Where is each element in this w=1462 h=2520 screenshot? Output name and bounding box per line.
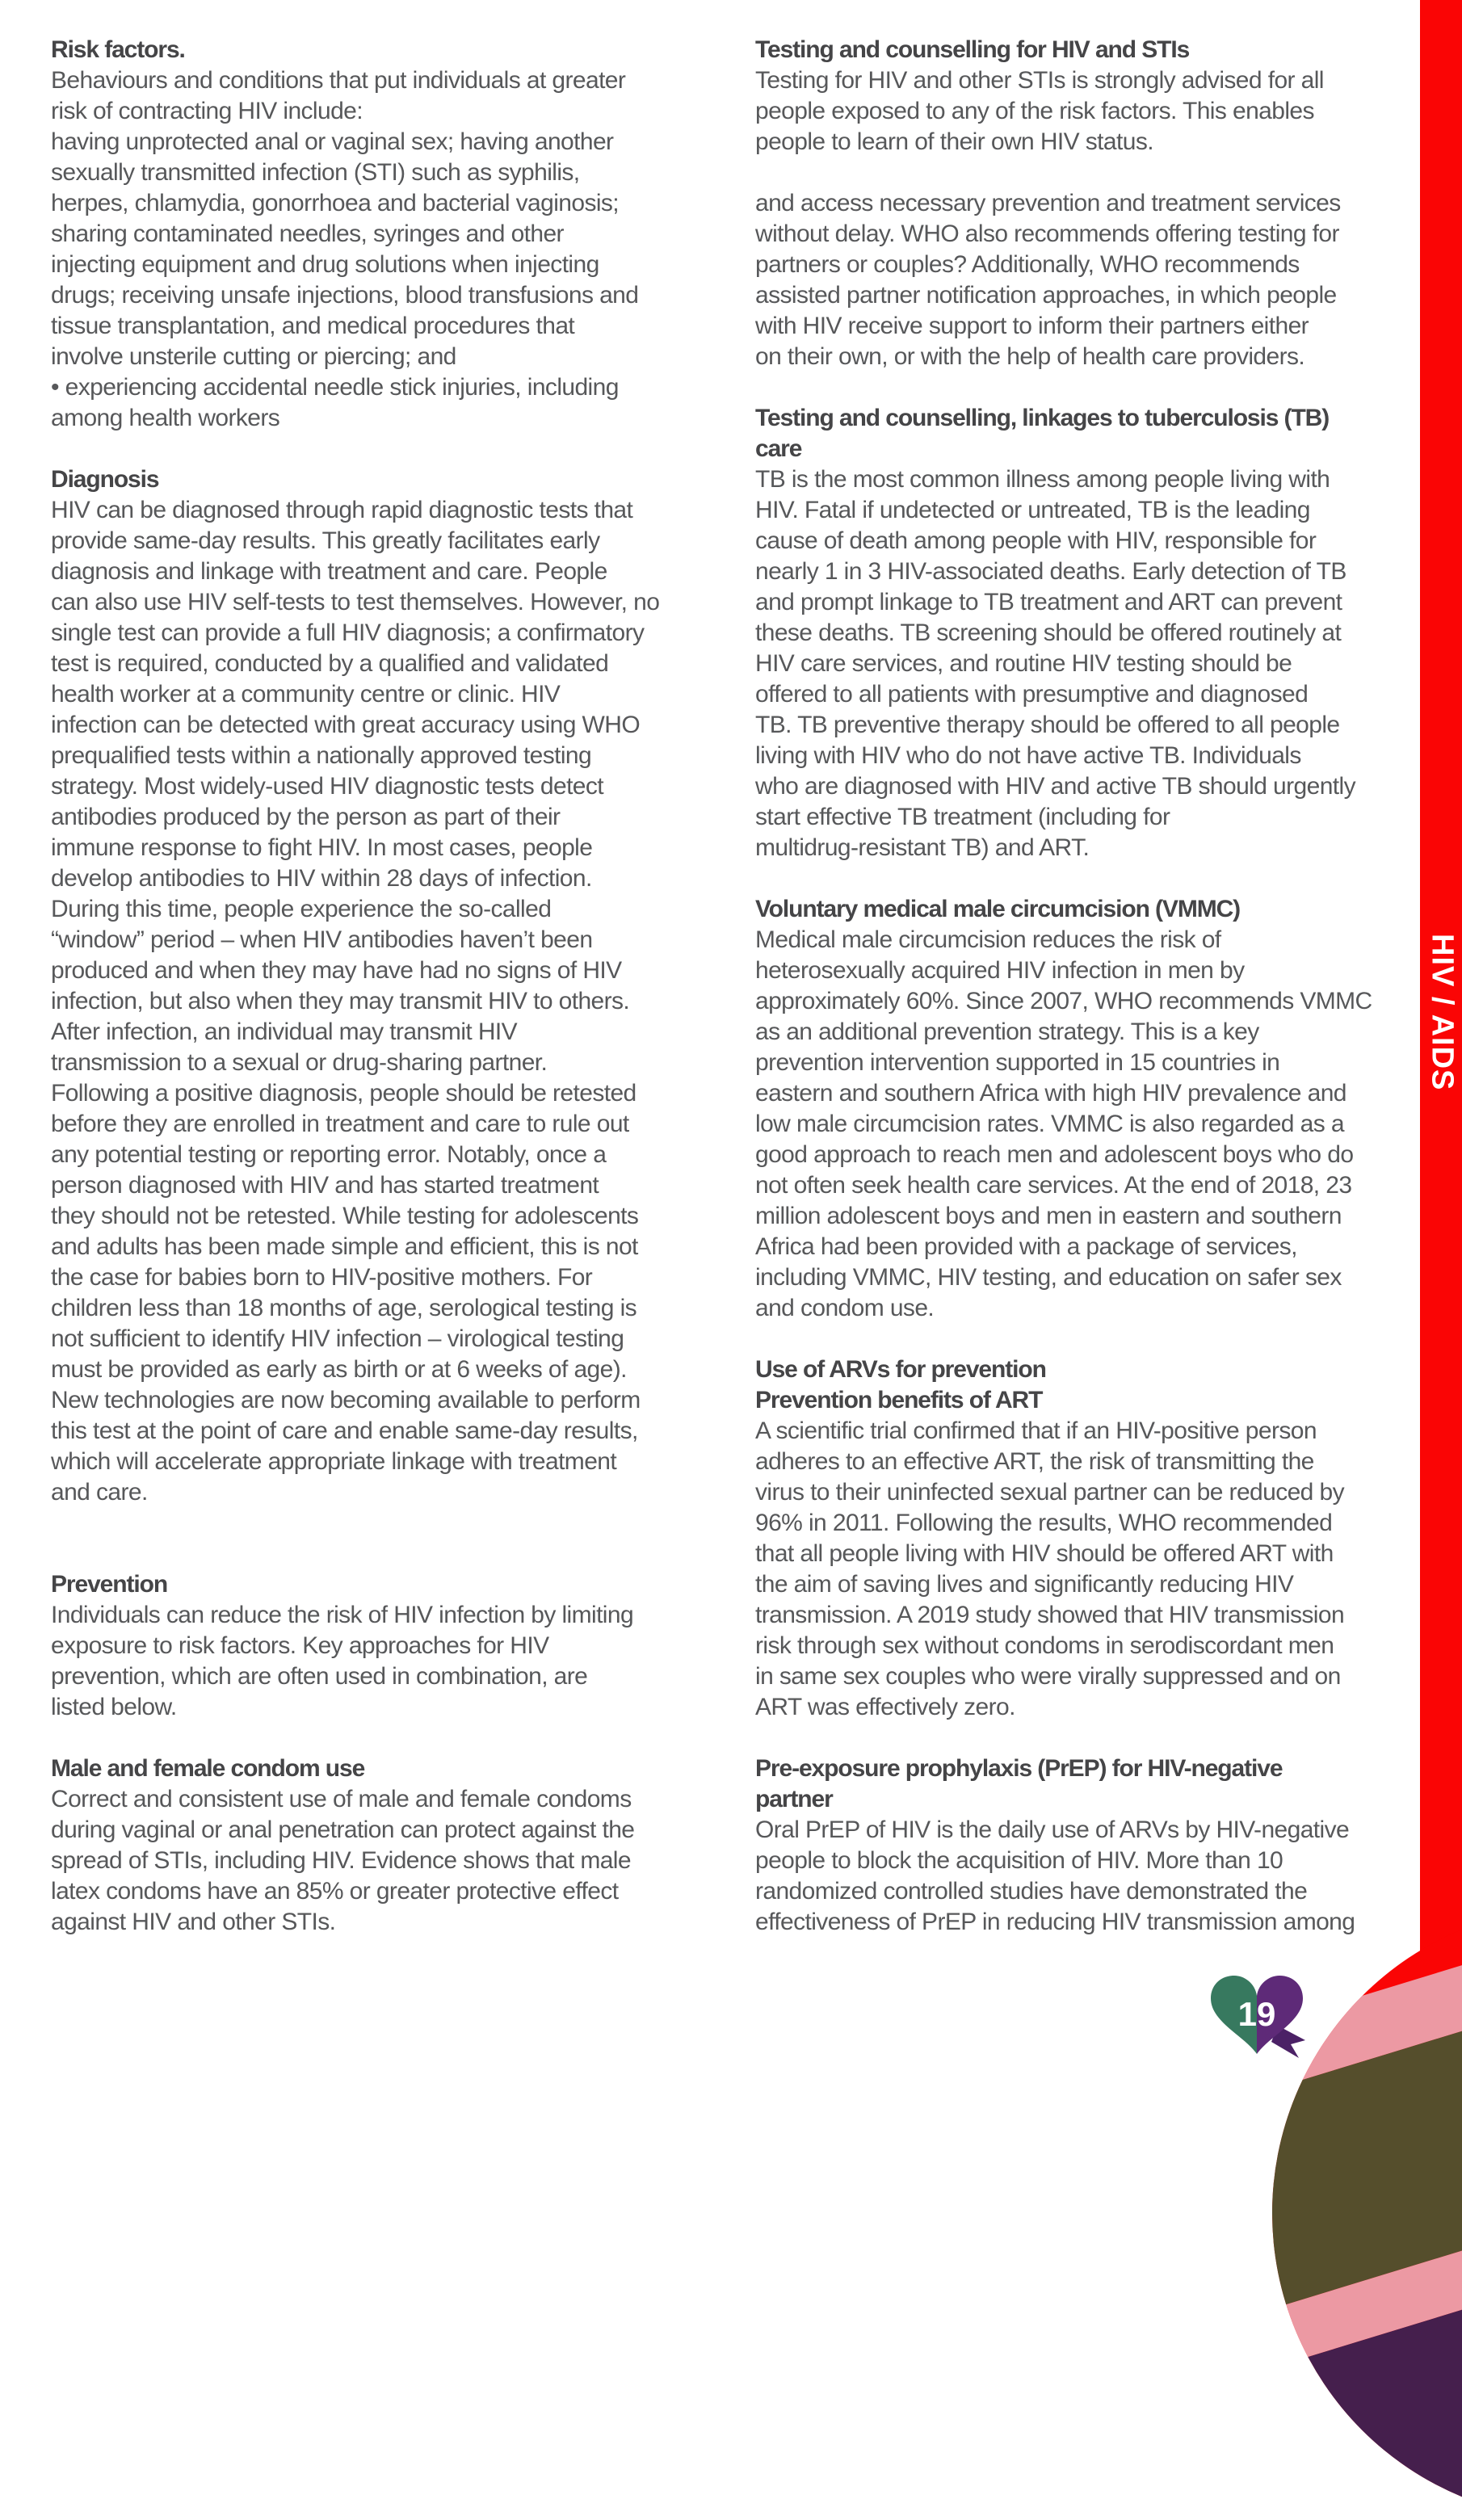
paragraph-spacer xyxy=(51,1723,747,1754)
body-text-line: this test at the point of care and enable same-day results, xyxy=(51,1418,638,1444)
body-text-line: Correct and consistent use of male and female condoms xyxy=(51,1786,632,1812)
body-text-line: not sufficient to identify HIV infection – virological testing xyxy=(51,1325,624,1352)
body-text-line: the aim of saving lives and significantly reducing HIV xyxy=(755,1571,1294,1598)
paragraph-spacer xyxy=(755,1723,1414,1754)
sidebar-label-text: HIV / AIDS xyxy=(1425,933,1460,1091)
body-text-line: ART was effectively zero. xyxy=(755,1694,1015,1720)
body-text-line: prevention intervention supported in 15 countries in xyxy=(755,1049,1280,1076)
body-text-line: with HIV receive support to inform their partners either xyxy=(755,313,1309,339)
section-heading-line: Testing and counselling, linkages to tuberculosis (TB) xyxy=(755,405,1330,431)
body-text-line: infection can be detected with great accuracy using WHO xyxy=(51,712,641,738)
section-heading-line: Testing and counselling for HIV and STIs xyxy=(755,36,1190,63)
body-text-line: sexually transmitted infection (STI) such as syphilis, xyxy=(51,159,580,186)
section-heading-line: care xyxy=(755,435,802,462)
body-text-line: low male circumcision rates. VMMC is also regarded as a xyxy=(755,1111,1344,1137)
body-text-line: effectiveness of PrEP in reducing HIV transmission among xyxy=(755,1909,1355,1935)
body-text-line: without delay. WHO also recommends offering testing for xyxy=(755,220,1339,247)
body-text-line: nearly 1 in 3 HIV-associated deaths. Early detection of TB xyxy=(755,558,1346,585)
body-text-line: and adults has been made simple and efficient, this is not xyxy=(51,1233,638,1260)
body-text-line: as an additional prevention strategy. This is a key xyxy=(755,1018,1259,1045)
body-text-line: on their own, or with the help of health care providers. xyxy=(755,343,1305,370)
body-text-line: HIV. Fatal if undetected or untreated, TB is the leading xyxy=(755,497,1310,523)
section-heading-line: Risk factors. xyxy=(51,36,185,63)
paragraph-spacer xyxy=(755,1324,1414,1354)
body-text-line: adheres to an effective ART, the risk of transmitting the xyxy=(755,1448,1314,1475)
body-text-line: who are diagnosed with HIV and active TB should urgently xyxy=(755,773,1355,800)
body-text-line: During this time, people experience the so-called xyxy=(51,896,552,922)
body-text-line: • experiencing accidental needle stick injuries, including xyxy=(51,374,619,401)
body-text-line: during vaginal or anal penetration can protect against the xyxy=(51,1816,635,1843)
body-text-line: among health workers xyxy=(51,405,280,431)
body-text-line: sharing contaminated needles, syringes and other xyxy=(51,220,564,247)
body-text-line: health worker at a community centre or clinic. HIV xyxy=(51,681,561,708)
body-text-line: 96% in 2011. Following the results, WHO recommended xyxy=(755,1510,1333,1536)
paragraph-spacer xyxy=(755,863,1414,894)
body-text-line: drugs; receiving unsafe injections, blood transfusions and xyxy=(51,282,639,309)
body-text-line: strategy. Most widely-used HIV diagnostic tests detect xyxy=(51,773,604,800)
body-text-line: and condom use. xyxy=(755,1295,935,1321)
body-text-line: transmission. A 2019 study showed that HIV transmission xyxy=(755,1602,1345,1628)
body-text-line: and care. xyxy=(51,1479,148,1506)
body-text-line: Oral PrEP of HIV is the daily use of ARVs by HIV-negative xyxy=(755,1816,1350,1843)
body-text-line: must be provided as early as birth or at 6 weeks of age). xyxy=(51,1356,627,1383)
body-text-line: person diagnosed with HIV and has started treatment xyxy=(51,1172,599,1199)
body-text-line: TB is the most common illness among people living with xyxy=(755,466,1330,493)
body-text-line: start effective TB treatment (including for xyxy=(755,804,1170,830)
body-text-line: A scientific trial confirmed that if an HIV-positive person xyxy=(755,1418,1317,1444)
section-heading-line: Use of ARVs for prevention xyxy=(755,1356,1046,1383)
body-text-line: immune response to fight HIV. In most cases, people xyxy=(51,834,593,861)
body-text-line: injecting equipment and drug solutions when injecting xyxy=(51,251,599,278)
body-text-line: Testing for HIV and other STIs is strongly advised for all xyxy=(755,67,1324,94)
body-text-line: develop antibodies to HIV within 28 days of infection. xyxy=(51,865,592,892)
body-text-line: risk through sex without condoms in serodiscordant men xyxy=(755,1632,1334,1659)
heart-svg xyxy=(1204,1969,1310,2060)
body-text-line: single test can provide a full HIV diagnosis; a confirmatory xyxy=(51,620,645,646)
body-text-line: and access necessary prevention and treatment services xyxy=(755,190,1341,216)
body-text-line: eastern and southern Africa with high HIV prevalence and xyxy=(755,1080,1346,1107)
body-text-line: including VMMC, HIV testing, and education on safer sex xyxy=(755,1264,1342,1291)
body-text-line: transmission to a sexual or drug-sharing partner. xyxy=(51,1049,548,1076)
body-text-line: which will accelerate appropriate linkage with treatment xyxy=(51,1448,617,1475)
paragraph-spacer xyxy=(51,1508,747,1569)
body-text-line: After infection, an individual may transmit HIV xyxy=(51,1018,518,1045)
section-heading-line: Prevention xyxy=(51,1571,168,1598)
body-text-line: partners or couples? Additionally, WHO recommends xyxy=(755,251,1300,278)
body-text-line: spread of STIs, including HIV. Evidence shows that male xyxy=(51,1847,631,1874)
body-text-line: produced and when they may have had no signs of HIV xyxy=(51,957,622,984)
paragraph-spacer xyxy=(755,372,1414,403)
section-heading-line: Male and female condom use xyxy=(51,1755,365,1782)
body-text-line: assisted partner notification approaches, in which people xyxy=(755,282,1337,309)
body-text-line: prequalified tests within a nationally approved testing xyxy=(51,742,592,769)
body-text-line: living with HIV who do not have active TB. Individuals xyxy=(755,742,1301,769)
body-text-line: diagnosis and linkage with treatment and care. People xyxy=(51,558,607,585)
body-text-line: children less than 18 months of age, serological testing is xyxy=(51,1295,637,1321)
body-text-line: good approach to reach men and adolescent boys who do xyxy=(755,1141,1354,1168)
body-text-line: against HIV and other STIs. xyxy=(51,1909,336,1935)
paragraph-spacer xyxy=(51,434,747,464)
section-heading-line: Pre-exposure prophylaxis (PrEP) for HIV-negative xyxy=(755,1755,1283,1782)
body-text-line: any potential testing or reporting error. Notably, once a xyxy=(51,1141,607,1168)
section-heading-line: Diagnosis xyxy=(51,466,159,493)
body-text-line: not often seek health care services. At the end of 2018, 23 xyxy=(755,1172,1352,1199)
body-text-line: these deaths. TB screening should be offered routinely at xyxy=(755,620,1342,646)
body-text-line: approximately 60%. Since 2007, WHO recommends VMMC xyxy=(755,988,1372,1014)
body-text-line: in same sex couples who were virally suppressed and on xyxy=(755,1663,1341,1690)
right-text-column xyxy=(755,35,1414,1938)
body-text-line: HIV can be diagnosed through rapid diagnostic tests that xyxy=(51,497,633,523)
body-text-line: “window” period – when HIV antibodies haven’t been xyxy=(51,926,593,953)
body-text-line: can also use HIV self-tests to test themselves. However, no xyxy=(51,589,660,615)
body-text-line: latex condoms have an 85% or greater protective effect xyxy=(51,1878,619,1905)
body-text-line: involve unsterile cutting or piercing; and xyxy=(51,343,456,370)
body-text-line: Africa had been provided with a package of services, xyxy=(755,1233,1297,1260)
body-text-line: they should not be retested. While testing for adolescents xyxy=(51,1203,639,1229)
body-text-line: tissue transplantation, and medical procedures that xyxy=(51,313,575,339)
section-heading-line: partner xyxy=(755,1786,833,1812)
body-text-line: test is required, conducted by a qualified and validated xyxy=(51,650,609,677)
body-text-line: herpes, chlamydia, gonorrhoea and bacterial vaginosis; xyxy=(51,190,620,216)
body-text-line: prevention, which are often used in combination, are xyxy=(51,1663,588,1690)
body-text-line: HIV care services, and routine HIV testing should be xyxy=(755,650,1292,677)
body-text-line: people exposed to any of the risk factors. This enables xyxy=(755,98,1314,124)
body-text-line: infection, but also when they may transmit HIV to others. xyxy=(51,988,630,1014)
left-text-column xyxy=(51,35,747,1938)
body-text-line: Medical male circumcision reduces the risk of xyxy=(755,926,1221,953)
page-number: 19 xyxy=(1237,1995,1276,2033)
body-text-line: heterosexually acquired HIV infection in men by xyxy=(755,957,1245,984)
body-text-line: people to learn of their own HIV status. xyxy=(755,128,1153,155)
body-text-line: randomized controlled studies have demonstrated the xyxy=(755,1878,1308,1905)
sidebar-label xyxy=(1422,911,1462,1113)
body-text-line: virus to their uninfected sexual partner can be reduced by xyxy=(755,1479,1344,1506)
body-text-line: risk of contracting HIV include: xyxy=(51,98,363,124)
body-text-line: and prompt linkage to TB treatment and ART can prevent xyxy=(755,589,1342,615)
body-text-line: listed below. xyxy=(51,1694,177,1720)
body-text-line: provide same-day results. This greatly facilitates early xyxy=(51,527,600,554)
body-text-line: antibodies produced by the person as part of their xyxy=(51,804,561,830)
body-text-line: Individuals can reduce the risk of HIV infection by limiting xyxy=(51,1602,634,1628)
body-text-line: that all people living with HIV should be offered ART with xyxy=(755,1540,1334,1567)
section-heading-line: Prevention benefits of ART xyxy=(755,1387,1043,1413)
body-text-line: Behaviours and conditions that put individuals at greater xyxy=(51,67,626,94)
body-text-line: the case for babies born to HIV-positive mothers. For xyxy=(51,1264,593,1291)
body-text-line: TB. TB preventive therapy should be offered to all people xyxy=(755,712,1340,738)
body-text-line: cause of death among people with HIV, responsible for xyxy=(755,527,1317,554)
body-text-line: exposure to risk factors. Key approaches for HIV xyxy=(51,1632,549,1659)
body-text-line: Following a positive diagnosis, people should be retested xyxy=(51,1080,636,1107)
paragraph-spacer xyxy=(755,158,1414,188)
page-number-heart xyxy=(1204,1969,1310,2060)
body-text-line: multidrug-resistant TB) and ART. xyxy=(755,834,1090,861)
section-heading-line: Voluntary medical male circumcision (VMMC) xyxy=(755,896,1241,922)
body-text-line: million adolescent boys and men in eastern and southern xyxy=(755,1203,1342,1229)
body-text-line: New technologies are now becoming available to perform xyxy=(51,1387,641,1413)
body-text-line: before they are enrolled in treatment and care to rule out xyxy=(51,1111,629,1137)
body-text-line: offered to all patients with presumptive and diagnosed xyxy=(755,681,1309,708)
body-text-line: people to block the acquisition of HIV. More than 10 xyxy=(755,1847,1283,1874)
body-text-line: having unprotected anal or vaginal sex; having another xyxy=(51,128,614,155)
